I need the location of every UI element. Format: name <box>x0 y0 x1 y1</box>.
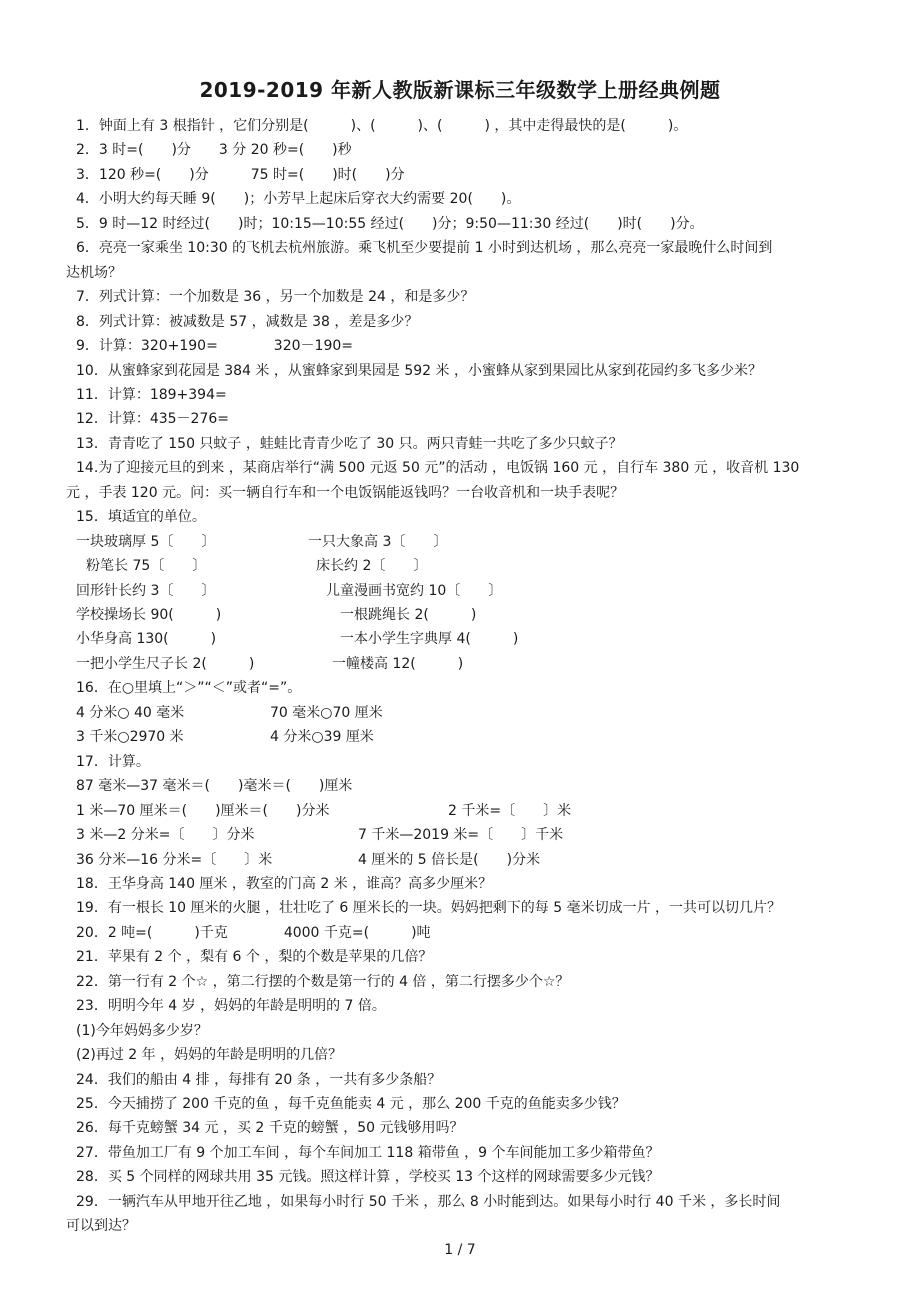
line-text: (1)今年妈妈多少岁？ <box>76 1022 208 1039</box>
line-text: 20．2 吨=( )千克 4000 千克=( )吨 <box>76 924 431 941</box>
line-text: 2．3 时=( )分 3 分 20 秒=( )秒 <box>76 142 352 159</box>
text-line <box>0 359 920 383</box>
text-line <box>0 554 920 578</box>
text-line <box>0 1068 920 1092</box>
text-line <box>0 163 920 187</box>
text-line <box>0 1141 920 1165</box>
text-line <box>0 774 920 798</box>
text-line <box>0 970 920 994</box>
text-line <box>0 1043 920 1067</box>
line-text-column-2: 一本小学生字典厚 4( ) <box>340 631 519 648</box>
line-text: 15．填适宜的单位。 <box>76 509 206 526</box>
line-text-column-2: 4 厘米的 5 倍长是( )分米 <box>358 851 541 868</box>
line-text: 9．计算：320+190= 320－190= <box>76 338 353 355</box>
line-text: 16．在○里填上“＞”“＜”或者“=”。 <box>76 680 302 697</box>
line-text: 6．亮亮一家乘坐 10:30 的飞机去杭州旅游。乘飞机至少要提前 1 小时到达机场 ，那么亮亮一家最晚什么时间到 <box>76 240 773 257</box>
text-line <box>0 1092 920 1116</box>
text-line <box>0 481 920 505</box>
text-line <box>0 1214 920 1238</box>
line-text: 学校操场长 90( ) <box>76 607 222 623</box>
line-text-column-2: 2 千米=〔 〕米 <box>448 802 572 819</box>
text-line <box>0 872 920 896</box>
line-text: 13．青青吃了 150 只蚊子 ，蛙蛙比青青少吃了 30 只。两只青蛙一共吃了多少只蚊子？ <box>76 435 623 452</box>
text-line <box>0 1165 920 1189</box>
line-text: 4 分米○ 40 毫米 <box>76 704 185 721</box>
line-text: 21．苹果有 2 个 ，梨有 6 个 ，梨的个数是苹果的几倍？ <box>76 949 433 966</box>
line-text: 达机场？ <box>66 264 122 281</box>
line-text: 粉笔长 75〔 〕 <box>86 558 207 575</box>
document-title: 2019-2019 年新人教版新课标三年级数学上册经典例题 <box>199 78 721 102</box>
line-text: 87 毫米—37 毫米＝( )毫米＝( )厘米 <box>76 778 353 795</box>
text-line <box>0 236 920 260</box>
line-text: 可以到达？ <box>66 1218 136 1235</box>
text-line <box>0 945 920 969</box>
text-line <box>0 261 920 285</box>
text-line <box>0 1116 920 1140</box>
text-line <box>0 138 920 162</box>
text-line <box>0 676 920 700</box>
line-text-column-2: 床长约 2〔 〕 <box>316 558 428 575</box>
line-text: 11．计算：189+394= <box>76 386 227 403</box>
text-line <box>0 310 920 334</box>
line-text-column-2: 7 千米—2019 米=〔 〕千米 <box>358 827 564 844</box>
line-text: 14.为了迎接元旦的到来 ，某商店举行“满 500 元返 50 元”的活动 ，电饭锅 160 元 ，自行车 380 元 ，收音机 130 <box>76 460 800 477</box>
text-line <box>0 823 920 847</box>
line-text: 28．买 5 个同样的网球共用 35 元钱。照这样计算 ，学校买 13 个这样的网球需要多少元钱？ <box>76 1169 660 1186</box>
text-line <box>0 407 920 431</box>
text-line <box>0 994 920 1018</box>
line-text: 7．列式计算：一个加数是 36 ，另一个加数是 24 ，和是多少？ <box>76 289 475 306</box>
page-number: 1 / 7 <box>444 1242 476 1258</box>
line-text: 24．我们的船由 4 排 ，每排有 20 条 ，一共有多少条船？ <box>76 1071 442 1088</box>
text-line <box>0 701 920 725</box>
line-text: 3．120 秒=( )分 75 时=( )时( )分 <box>76 166 405 183</box>
text-line <box>0 432 920 456</box>
line-text: 一把小学生尺子长 2( ) <box>76 655 255 672</box>
line-text: 25．今天捕捞了 200 千克的鱼 ，每千克鱼能卖 4 元 ，那么 200 千克的鱼能卖多少钱？ <box>76 1096 626 1112</box>
line-text: 26．每千克螃蟹 34 元 ，买 2 千克的螃蟹 ，50 元钱够用吗？ <box>76 1120 464 1137</box>
text-line <box>0 652 920 676</box>
text-line <box>0 1019 920 1043</box>
text-line <box>0 285 920 309</box>
line-text: 8．列式计算：被减数是 57 ，减数是 38 ，差是多少？ <box>76 313 419 330</box>
line-text: 27．带鱼加工厂有 9 个加工车间 ，每个车间加工 118 箱带鱼 ，9 个车间能加工多少箱带鱼？ <box>76 1144 660 1161</box>
line-text-column-2: 一幢楼高 12( ) <box>332 655 464 672</box>
text-line <box>0 725 920 749</box>
line-text: 1．钟面上有 3 根指针 ，它们分别是( )、( )、( ) ，其中走得最快的是( )。 <box>76 118 688 134</box>
line-text: 12．计算：435－276= <box>76 411 229 428</box>
line-text-column-2: 一只大象高 3〔 〕 <box>308 533 448 550</box>
text-line <box>0 921 920 945</box>
text-line <box>0 530 920 554</box>
text-line <box>0 383 920 407</box>
line-text-column-2: 儿童漫画书宽约 10〔 〕 <box>326 582 503 599</box>
line-text: 22．第一行有 2 个☆ ，第二行摆的个数是第一行的 4 倍 ，第二行摆多少个☆？ <box>76 973 570 990</box>
text-line <box>0 334 920 358</box>
line-text: 元 ，手表 120 元。问：买一辆自行车和一个电饭锅能返钱吗？一台收音机和一块手表呢？ <box>66 484 625 501</box>
line-text: 3 米—2 分米=〔 〕分米 <box>76 827 255 844</box>
text-line <box>0 627 920 651</box>
line-text-column-2: 70 毫米○70 厘米 <box>270 704 383 721</box>
text-line <box>0 456 920 480</box>
text-line <box>0 896 920 920</box>
text-line <box>0 579 920 603</box>
line-text-column-2: 一根跳绳长 2( ) <box>340 607 477 623</box>
text-line <box>0 505 920 529</box>
text-line <box>0 1190 920 1214</box>
text-line <box>0 114 920 138</box>
line-text: 17．计算。 <box>76 753 150 770</box>
line-text: 19．有一根长 10 厘米的火腿 ，壮壮吃了 6 厘米长的一块。妈妈把剩下的每 5 毫米切成一片 ，一共可以切几片？ <box>76 900 782 917</box>
text-line <box>0 848 920 872</box>
line-text: 回形针长约 3〔 〕 <box>76 582 216 599</box>
text-line <box>0 603 920 627</box>
text-line <box>0 212 920 236</box>
line-text: 29．一辆汽车从甲地开往乙地 ，如果每小时行 50 千米 ，那么 8 小时能到达。如果每小时行 40 千米 ，多长时间 <box>76 1193 781 1210</box>
line-text: 18．王华身高 140 厘米 ，教室的门高 2 米 ，谁高？高多少厘米？ <box>76 875 493 892</box>
line-text: 36 分米—16 分米=〔 〕米 <box>76 851 273 868</box>
text-line <box>0 750 920 774</box>
line-text: (2)再过 2 年 ，妈妈的年龄是明明的几倍？ <box>76 1047 343 1064</box>
line-text: 3 千米○2970 米 <box>76 729 184 746</box>
line-text: 1 米—70 厘米＝( )厘米＝( )分米 <box>76 802 330 819</box>
text-line <box>0 187 920 211</box>
line-text: 4．小明大约每天睡 9( )；小芳早上起床后穿衣大约需要 20( )。 <box>76 191 521 208</box>
line-text: 小华身高 130( ) <box>76 631 217 648</box>
line-text-column-2: 4 分米○39 厘米 <box>270 729 374 746</box>
line-text: 10．从蜜蜂家到花园是 384 米 ，从蜜蜂家到果园是 592 米 ，小蜜蜂从家到果园比从家到花园约多飞多少米？ <box>76 362 762 379</box>
text-line <box>0 799 920 823</box>
line-text: 23．明明今年 4 岁 ，妈妈的年龄是明明的 7 倍。 <box>76 998 386 1015</box>
line-text: 5．9 时—12 时经过( )时；10:15—10:55 经过( )分；9:50—11:30 经过( )时( )分。 <box>76 215 704 232</box>
line-text: 一块玻璃厚 5〔 〕 <box>76 533 216 550</box>
